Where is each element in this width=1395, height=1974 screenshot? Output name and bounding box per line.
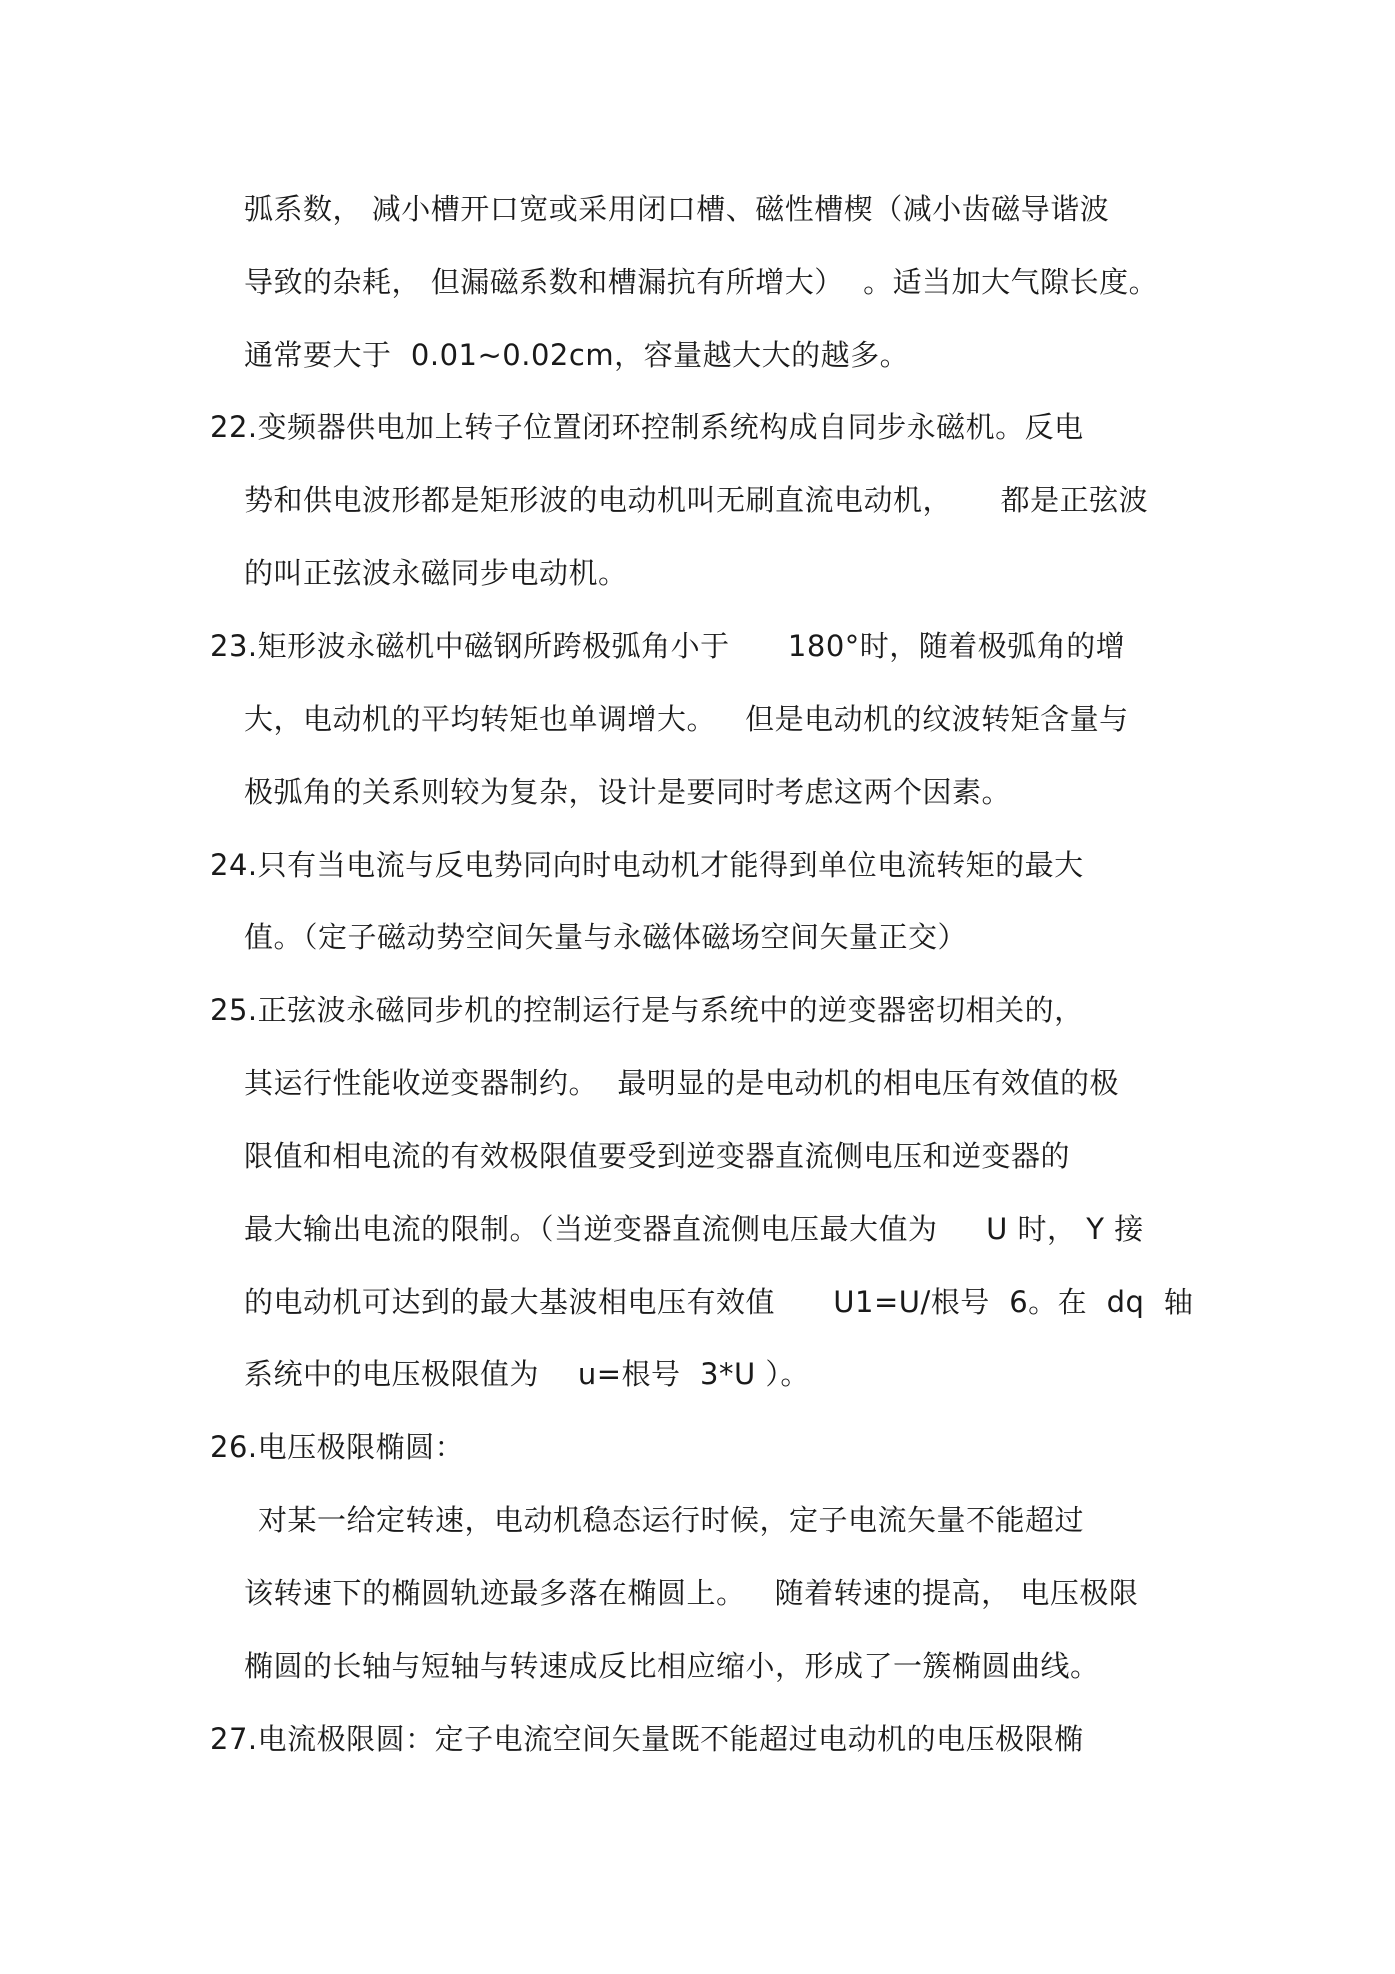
item-25-line-6: 系统中的电压极限值为 u=根号 3*U ）。 bbox=[244, 1357, 810, 1391]
item-25-line-1: 25.正弦波永磁同步机的控制运行是与系统中的逆变器密切相关的， bbox=[210, 993, 1084, 1027]
text-line-1: 弧系数， 减小槽开口宽或采用闭口槽、磁性槽楔（减小齿磁导谐波 bbox=[244, 192, 1110, 226]
item-26-line-2: 该转速下的椭圆轨迹最多落在椭圆上。 随着转速的提高， 电压极限 bbox=[244, 1576, 1139, 1610]
item-24-line-2: 值。（定子磁动势空间矢量与永磁体磁场空间矢量正交） bbox=[244, 920, 968, 954]
item-25-line-5: 的电动机可达到的最大基波相电压有效值 U1=U/根号 6。在 dq 轴 bbox=[244, 1285, 1194, 1319]
item-22-line-1: 22.变频器供电加上转子位置闭环控制系统构成自同步永磁机。反电 bbox=[210, 410, 1084, 444]
item-25-line-4: 最大输出电流的限制。（当逆变器直流侧电压最大值为 U 时， Y 接 bbox=[244, 1212, 1144, 1246]
item-25-line-3: 限值和相电流的有效极限值要受到逆变器直流侧电压和逆变器的 bbox=[244, 1139, 1071, 1173]
item-23-line-1: 23.矩形波永磁机中磁钢所跨极弧角小于 180°时，随着极弧角的增 bbox=[210, 629, 1126, 663]
item-23-line-3: 极弧角的关系则较为复杂，设计是要同时考虑这两个因素。 bbox=[244, 775, 1012, 809]
text-line-3: 通常要大于 0.01~0.02cm，容量越大大的越多。 bbox=[244, 338, 910, 372]
item-27-line-1: 27.电流极限圆：定子电流空间矢量既不能超过电动机的电压极限椭 bbox=[210, 1722, 1084, 1756]
item-22-line-2: 势和供电波形都是矩形波的电动机叫无刷直流电动机， 都是正弦波 bbox=[244, 483, 1149, 517]
item-24-line-1: 24.只有当电流与反电势同向时电动机才能得到单位电流转矩的最大 bbox=[210, 848, 1084, 882]
item-25-line-2: 其运行性能收逆变器制约。 最明显的是电动机的相电压有效值的极 bbox=[244, 1066, 1119, 1100]
item-26-heading: 26.电压极限椭圆： bbox=[210, 1430, 465, 1464]
item-26-line-1: 对某一给定转速，电动机稳态运行时候，定子电流矢量不能超过 bbox=[258, 1503, 1085, 1537]
text-line-2: 导致的杂耗， 但漏磁系数和槽漏抗有所增大） 。适当加大气隙长度。 bbox=[244, 265, 1159, 299]
item-22-line-3: 的叫正弦波永磁同步电动机。 bbox=[244, 556, 628, 590]
item-23-line-2: 大，电动机的平均转矩也单调增大。 但是电动机的纹波转矩含量与 bbox=[244, 702, 1129, 736]
item-26-line-3: 椭圆的长轴与短轴与转速成反比相应缩小，形成了一簇椭圆曲线。 bbox=[244, 1649, 1100, 1683]
